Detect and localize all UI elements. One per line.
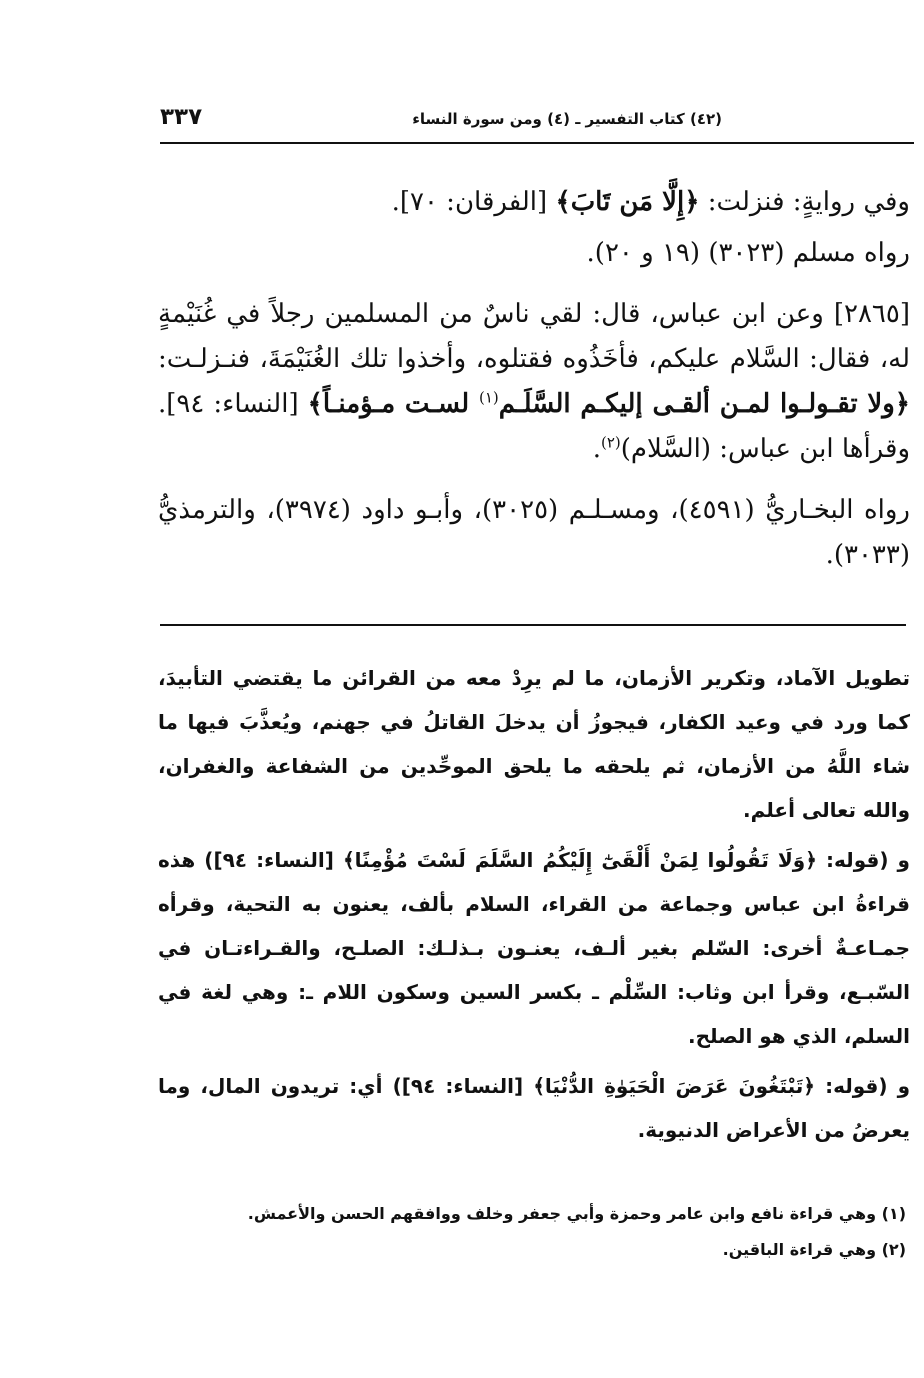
para3-prefix: و (قوله:	[815, 1074, 911, 1098]
hadith-main-text	[158, 292, 910, 472]
para2-rest: [النساء: ٩٤]) هذه قراءةُ ابن عباس وجماعة من القراء، السلام بألف، يعنون به التحية، وقرأه جمـاعـةٌ أخرى: السّلم بغير ألـف، يعنـون بـذلـك: الصلـح، والقـراءتـان في السّبـع، وقرأ ابن وثاب: السِّلْم ـ بكسر السين وسكون اللام ـ: وهي لغة في السلم، الذي هو الصلح.	[158, 848, 910, 1048]
hadith-source: رواه البخـاريُّ (٤٥٩١)، ومسـلـم (٣٠٢٥)، وأبـو داود (٣٩٧٤)، والترمذيُّ (٣٠٣٣).	[158, 495, 910, 570]
page-header	[160, 100, 912, 142]
footnote-2: (٢) وهي قراءة الباقين.	[722, 1240, 906, 1259]
commentary-paragraph-2	[158, 838, 910, 1058]
para2-verse: ﴿وَلَا تَقُولُوا لِمَنْ أَلْقَىٰٓ إِلَيْكُمُ السَّلَمَ لَسْتَ مُؤْمِنًا﴾	[342, 848, 817, 872]
running-title: (٤٢) كتاب التفسير ـ (٤) ومن سورة النساء	[412, 110, 722, 128]
commentary-paragraph-1: تطويل الآماد، وتكرير الأزمان، ما لم يرِدْ معه من القرائن ما يقتضي التأبيدَ، كما ورد في وعيد الكفار، فيجوزُ أن يدخلَ القاتلُ في جهنم، ويُعذَّبَ فيها ما شاء اللَّهُ من الأزمان، ثم يلحقه ما يلحق الموحِّدين من الشفاعة والغفران، والله تعالى أعلم.	[158, 666, 910, 822]
footnote-1: (١) وهي قراءة نافع وابن عامر وحمزة وأبي جعفر وخلف ووافقهم الحسن والأعمش.	[247, 1204, 906, 1223]
variant-source: رواه مسلم (٣٠٢٣) (١٩ و ٢٠).	[586, 238, 910, 268]
header-rule	[160, 142, 914, 144]
footnotes	[158, 1196, 906, 1268]
page-number: ٣٣٧	[160, 104, 203, 130]
hadith-main-body: [٢٨٦٥] وعن ابن عباس، قال: لقي ناسٌ من المسلمين رجلاً في غُنَيْمةٍ له، فقال: السَّلام عليكم، فأخَذُوه فقتلوه، وأخذوا تلك الغُنَيْمَةَ، فنـزلـت:	[158, 299, 910, 374]
hadith-main-end: .	[592, 434, 601, 464]
variant-prefix: وفي روايةٍ: فنزلت:	[699, 187, 910, 217]
variant-suffix: [الفرقان: ٧٠].	[391, 187, 556, 217]
variant-verse: ﴿إِلَّا مَن تَابَ﴾	[555, 187, 700, 217]
commentary-section	[158, 656, 910, 1152]
para2-prefix: و (قوله:	[816, 848, 910, 872]
para3-verse: ﴿تَبْتَغُونَ عَرَضَ الْحَيَوٰةِ الدُّنْيَا﴾	[533, 1074, 816, 1098]
hadith-main-suffix: [النساء: ٩٤]. وقرأها ابن عباس: (السَّلام)	[158, 389, 910, 464]
variant-narration	[158, 180, 910, 225]
para3-rest: [النساء: ٩٤]) أي: تريدون المال، وما يعرضُ من الأعراض الدنيوية.	[158, 1074, 910, 1142]
hadith-verse-part-a: ﴿ولا تقـولـوا لمـن ألقـى إليكـم السَّلَـم	[498, 389, 910, 419]
hadith-section	[158, 180, 910, 578]
commentary-paragraph-3	[158, 1064, 910, 1152]
hadith-verse-part-b: لسـت مـؤمنـاً﴾	[307, 389, 479, 419]
footnote-marker-2[interactable]: (٢)	[600, 433, 621, 452]
section-divider	[160, 624, 906, 626]
footnote-marker-1[interactable]: (١)	[478, 388, 499, 407]
